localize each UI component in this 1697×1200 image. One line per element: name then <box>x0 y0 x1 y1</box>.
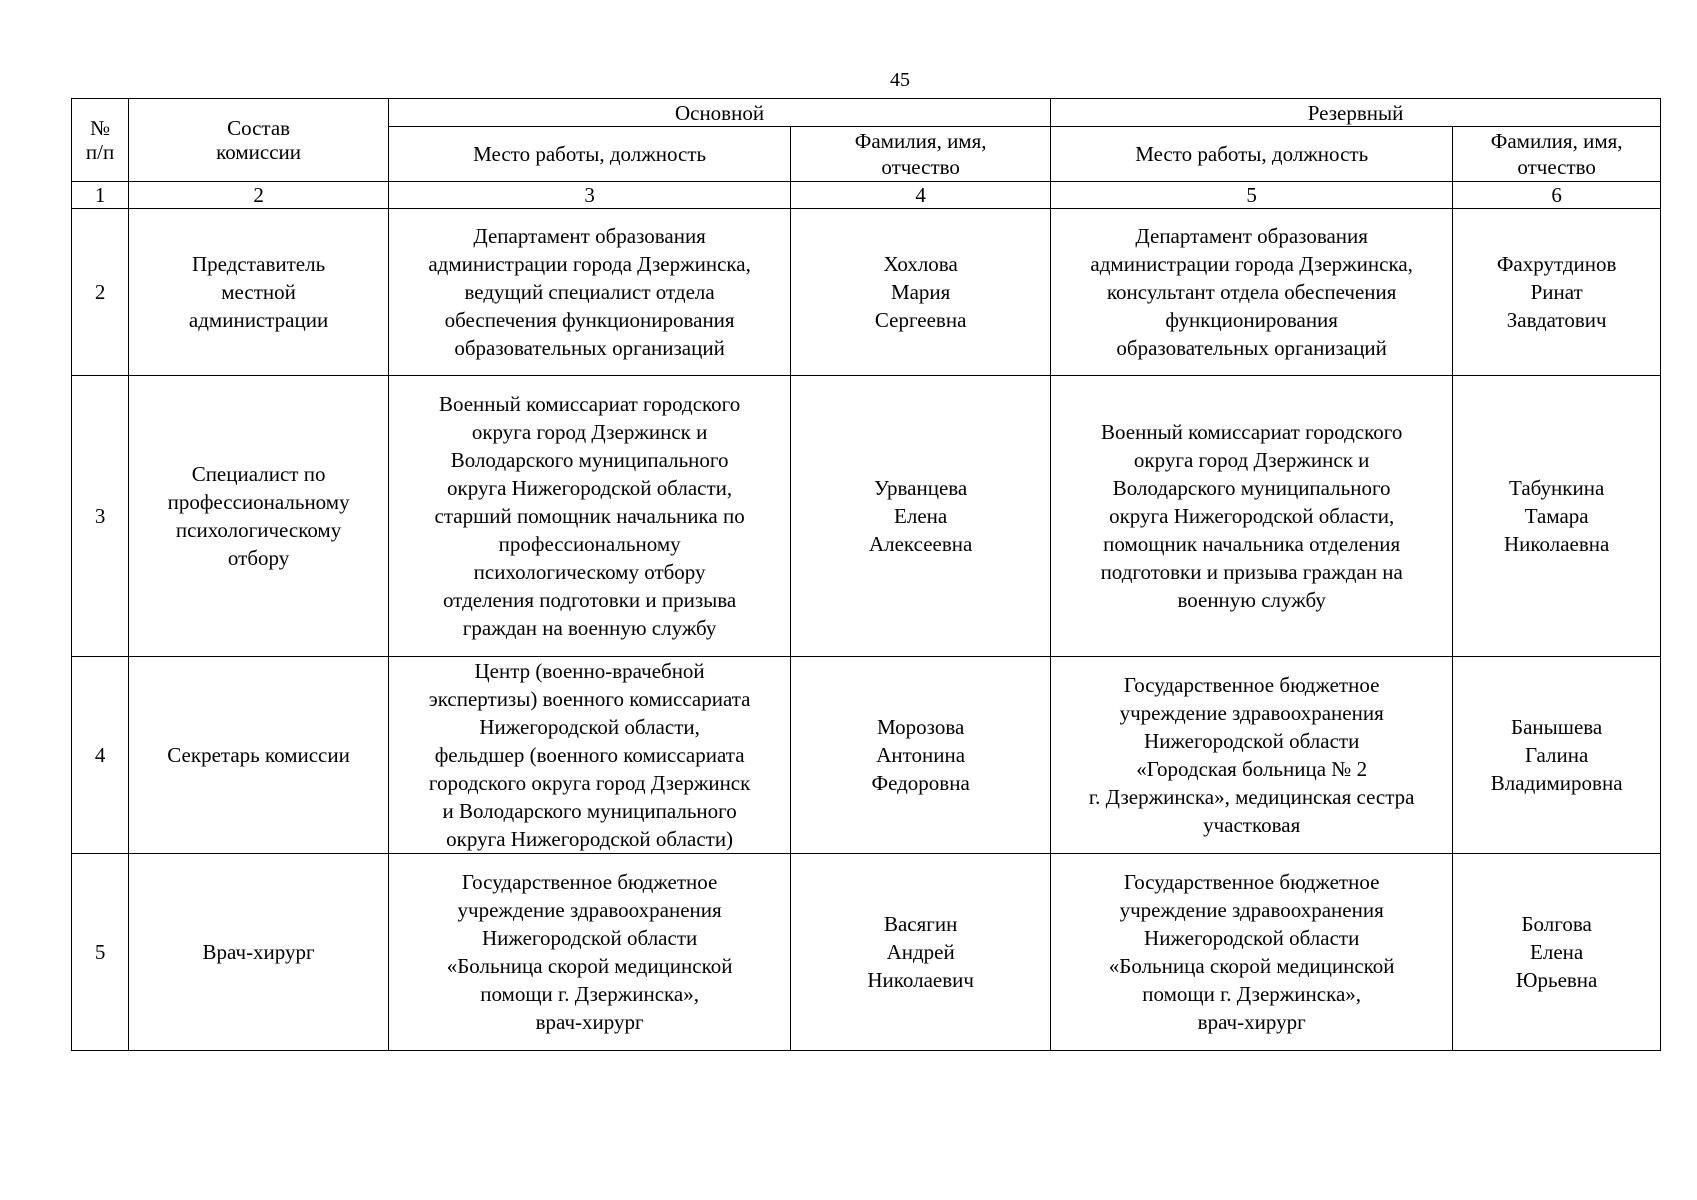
table-row <box>72 657 1661 854</box>
header-main-workplace: Место работы, должность <box>388 127 790 182</box>
header-reserve-name: Фамилия, имя, отчество <box>1453 127 1661 182</box>
header-main-group: Основной <box>388 99 1050 127</box>
commission-role: Секретарь комиссии <box>129 657 389 854</box>
commission-role: Представитель местной администрации <box>129 209 389 376</box>
column-number: 1 <box>72 182 129 209</box>
main-name: Васягин Андрей Николаевич <box>791 854 1051 1051</box>
reserve-name: Банышева Галина Владимировна <box>1453 657 1661 854</box>
reserve-workplace: Государственное бюджетное учреждение здравоохранения Нижегородской области «Больница скорой медицинской помощи г. Дзержинска», врач-хирург <box>1051 854 1453 1051</box>
table-row <box>72 376 1661 657</box>
column-number: 4 <box>791 182 1051 209</box>
row-number: 2 <box>72 209 129 376</box>
row-number: 3 <box>72 376 129 657</box>
main-workplace: Военный комиссариат городского округа город Дзержинск и Володарского муниципального округа Нижегородской области, старший помощник начальника по профессиональному психологическому отбору отделения подготовки и призыва граждан на военную службу <box>388 376 790 657</box>
reserve-workplace: Военный комиссариат городского округа город Дзержинск и Володарского муниципального округа Нижегородской области, помощник начальника отделения подготовки и призыва граждан на военную службу <box>1051 376 1453 657</box>
column-number: 5 <box>1051 182 1453 209</box>
header-reserve-group: Резервный <box>1051 99 1661 127</box>
table-row <box>72 854 1661 1051</box>
reserve-workplace: Государственное бюджетное учреждение здравоохранения Нижегородской области «Городская больница № 2 г. Дзержинска», медицинская сестра участковая <box>1051 657 1453 854</box>
header-main-name: Фамилия, имя, отчество <box>791 127 1051 182</box>
row-number: 5 <box>72 854 129 1051</box>
column-number: 2 <box>129 182 389 209</box>
main-workplace: Государственное бюджетное учреждение здравоохранения Нижегородской области «Больница скорой медицинской помощи г. Дзержинска», врач-хирург <box>388 854 790 1051</box>
main-name: Урванцева Елена Алексеевна <box>791 376 1051 657</box>
column-number: 6 <box>1453 182 1661 209</box>
header-number: № п/п <box>72 99 129 182</box>
column-number-row <box>72 182 1661 209</box>
row-number: 4 <box>72 657 129 854</box>
header-composition: Состав комиссии <box>129 99 389 182</box>
main-name: Хохлова Мария Сергеевна <box>791 209 1051 376</box>
main-workplace: Центр (военно-врачебной экспертизы) военного комиссариата Нижегородской области, фельдшер (военного комиссариата городского округа город Дзержинск и Володарского муниципального округа Нижегородской области) <box>388 657 790 854</box>
reserve-workplace: Департамент образования администрации города Дзержинска, консультант отдела обеспечения функционирования образовательных организаций <box>1051 209 1453 376</box>
main-workplace: Департамент образования администрации города Дзержинска, ведущий специалист отдела обеспечения функционирования образовательных организаций <box>388 209 790 376</box>
reserve-name: Фахрутдинов Ринат Завдатович <box>1453 209 1661 376</box>
commission-table <box>71 98 1661 1051</box>
commission-role: Врач-хирург <box>129 854 389 1051</box>
header-reserve-workplace: Место работы, должность <box>1051 127 1453 182</box>
table-row <box>72 209 1661 376</box>
commission-role: Специалист по профессиональному психологическому отбору <box>129 376 389 657</box>
main-name: Морозова Антонина Федоровна <box>791 657 1051 854</box>
reserve-name: Табункина Тамара Николаевна <box>1453 376 1661 657</box>
reserve-name: Болгова Елена Юрьевна <box>1453 854 1661 1051</box>
column-number: 3 <box>388 182 790 209</box>
page-number: 45 <box>890 69 910 91</box>
